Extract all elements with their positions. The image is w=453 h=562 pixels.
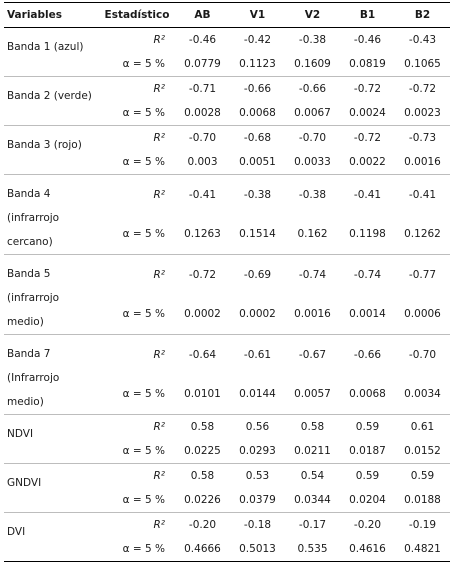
table-row	[4, 513, 450, 538]
alpha-cell: 0.0225	[175, 439, 230, 464]
stat-alpha-label: α = 5 %	[99, 52, 175, 77]
r2-cell: -0.17	[298, 519, 327, 531]
alpha-cell: 0.1609	[285, 52, 340, 77]
alpha-cell: 0.0022	[340, 150, 395, 175]
r2-cell: -0.38	[243, 188, 272, 201]
header-b2: B2	[395, 3, 450, 28]
correlation-table	[4, 2, 450, 562]
alpha-cell: 0.0023	[395, 101, 450, 126]
alpha-cell: 0.0024	[340, 101, 395, 126]
alpha-cell: 0.0034	[395, 375, 450, 415]
r2-cell: 0.56	[245, 421, 270, 433]
header-v2: V2	[285, 3, 340, 28]
variable-label: Banda 3 (rojo)	[4, 126, 99, 175]
alpha-cell: 0.0152	[395, 439, 450, 464]
header-row	[4, 3, 450, 28]
r2-cell: -0.69	[243, 268, 272, 281]
variable-label: Banda 4 (infrarrojo cercano)	[4, 175, 99, 255]
stat-alpha-label: α = 5 %	[99, 375, 175, 415]
alpha-cell: 0.0028	[175, 101, 230, 126]
alpha-cell: 0.0016	[395, 150, 450, 175]
stat-alpha-label: α = 5 %	[99, 215, 175, 255]
table-row	[4, 175, 450, 215]
r2-cell: -0.18	[243, 519, 272, 531]
table-body	[4, 28, 450, 562]
table-row	[4, 126, 450, 151]
stat-alpha-label: α = 5 %	[99, 488, 175, 513]
alpha-cell: 0.0344	[285, 488, 340, 513]
alpha-cell: 0.0211	[285, 439, 340, 464]
alpha-cell: 0.4616	[340, 537, 395, 562]
r2-cell: 0.54	[300, 470, 325, 482]
alpha-cell: 0.4666	[175, 537, 230, 562]
stat-r2-label: R²	[153, 470, 165, 482]
r2-cell: 0.61	[410, 421, 435, 433]
r2-cell: -0.73	[408, 132, 437, 144]
r2-cell: -0.20	[188, 519, 217, 531]
alpha-cell: 0.0188	[395, 488, 450, 513]
r2-cell: -0.64	[188, 348, 217, 361]
r2-cell: -0.70	[188, 132, 217, 144]
r2-cell: -0.61	[243, 348, 272, 361]
alpha-cell: 0.1065	[395, 52, 450, 77]
alpha-cell: 0.0204	[340, 488, 395, 513]
variable-label: GNDVI	[4, 464, 99, 513]
r2-cell: -0.42	[243, 34, 272, 46]
r2-cell: -0.70	[408, 348, 437, 361]
stat-r2-label: R²	[153, 132, 165, 144]
alpha-cell: 0.5013	[230, 537, 285, 562]
r2-cell: -0.77	[408, 268, 437, 281]
alpha-cell: 0.4821	[395, 537, 450, 562]
alpha-cell: 0.0068	[230, 101, 285, 126]
r2-cell: -0.38	[298, 188, 327, 201]
alpha-cell: 0.1123	[230, 52, 285, 77]
table-row	[4, 255, 450, 295]
alpha-cell: 0.0779	[175, 52, 230, 77]
variable-label: Banda 2 (verde)	[4, 77, 99, 126]
r2-cell: -0.72	[353, 132, 382, 144]
stat-r2-label: R²	[153, 519, 165, 531]
r2-cell: -0.72	[188, 268, 217, 281]
r2-cell: 0.59	[355, 421, 380, 433]
header-variables: Variables	[4, 3, 99, 28]
stat-r2-label: R²	[153, 348, 165, 361]
alpha-cell: 0.0068	[340, 375, 395, 415]
alpha-cell: 0.1514	[230, 215, 285, 255]
r2-cell: -0.74	[353, 268, 382, 281]
r2-cell: -0.68	[243, 132, 272, 144]
r2-cell: -0.74	[298, 268, 327, 281]
r2-cell: 0.58	[190, 470, 215, 482]
alpha-cell: 0.0379	[230, 488, 285, 513]
alpha-cell: 0.0144	[230, 375, 285, 415]
variable-label: Banda 5 (infrarrojo medio)	[4, 255, 99, 335]
variable-label: Banda 7 (Infrarrojo medio)	[4, 335, 99, 415]
alpha-cell: 0.0016	[285, 295, 340, 335]
alpha-cell: 0.0002	[175, 295, 230, 335]
alpha-cell: 0.1198	[340, 215, 395, 255]
stat-alpha-label: α = 5 %	[99, 295, 175, 335]
r2-cell: -0.66	[353, 348, 382, 361]
table-row	[4, 335, 450, 375]
table-row	[4, 77, 450, 102]
stat-r2-label: R²	[153, 188, 165, 201]
alpha-cell: 0.0067	[285, 101, 340, 126]
r2-cell: -0.41	[353, 188, 382, 201]
table-row	[4, 28, 450, 53]
stat-alpha-label: α = 5 %	[99, 150, 175, 175]
stat-r2-label: R²	[153, 34, 165, 46]
table-row	[4, 464, 450, 489]
r2-cell: 0.58	[190, 421, 215, 433]
alpha-cell: 0.0293	[230, 439, 285, 464]
stat-r2-label: R²	[153, 268, 165, 281]
r2-cell: -0.67	[298, 348, 327, 361]
alpha-cell: 0.0101	[175, 375, 230, 415]
r2-cell: 0.53	[245, 470, 270, 482]
variable-label: NDVI	[4, 415, 99, 464]
r2-cell: -0.72	[353, 83, 382, 95]
table-row	[4, 415, 450, 440]
r2-cell: -0.46	[353, 34, 382, 46]
r2-cell: 0.59	[355, 470, 380, 482]
r2-cell: -0.19	[408, 519, 437, 531]
alpha-cell: 0.535	[285, 537, 340, 562]
variable-label: Banda 1 (azul)	[4, 28, 99, 77]
r2-cell: 0.58	[300, 421, 325, 433]
r2-cell: -0.71	[188, 83, 217, 95]
stat-r2-label: R²	[153, 421, 165, 433]
alpha-cell: 0.0006	[395, 295, 450, 335]
stat-r2-label: R²	[153, 83, 165, 95]
header-estadistico: Estadístico	[99, 3, 175, 28]
variable-label: DVI	[4, 513, 99, 562]
stat-alpha-label: α = 5 %	[99, 537, 175, 562]
alpha-cell: 0.1263	[175, 215, 230, 255]
alpha-cell: 0.0226	[175, 488, 230, 513]
alpha-cell: 0.0051	[230, 150, 285, 175]
r2-cell: -0.41	[188, 188, 217, 201]
header-v1: V1	[230, 3, 285, 28]
r2-cell: -0.66	[298, 83, 327, 95]
stat-alpha-label: α = 5 %	[99, 101, 175, 126]
alpha-cell: 0.003	[175, 150, 230, 175]
alpha-cell: 0.0002	[230, 295, 285, 335]
r2-cell: -0.70	[298, 132, 327, 144]
stat-alpha-label: α = 5 %	[99, 439, 175, 464]
r2-cell: -0.66	[243, 83, 272, 95]
alpha-cell: 0.0014	[340, 295, 395, 335]
r2-cell: -0.46	[188, 34, 217, 46]
alpha-cell: 0.1262	[395, 215, 450, 255]
header-ab: AB	[175, 3, 230, 28]
r2-cell: 0.59	[410, 470, 435, 482]
alpha-cell: 0.0033	[285, 150, 340, 175]
r2-cell: -0.43	[408, 34, 437, 46]
alpha-cell: 0.162	[285, 215, 340, 255]
r2-cell: -0.38	[298, 34, 327, 46]
alpha-cell: 0.0057	[285, 375, 340, 415]
alpha-cell: 0.0819	[340, 52, 395, 77]
header-b1: B1	[340, 3, 395, 28]
r2-cell: -0.72	[408, 83, 437, 95]
r2-cell: -0.41	[408, 188, 437, 201]
alpha-cell: 0.0187	[340, 439, 395, 464]
r2-cell: -0.20	[353, 519, 382, 531]
